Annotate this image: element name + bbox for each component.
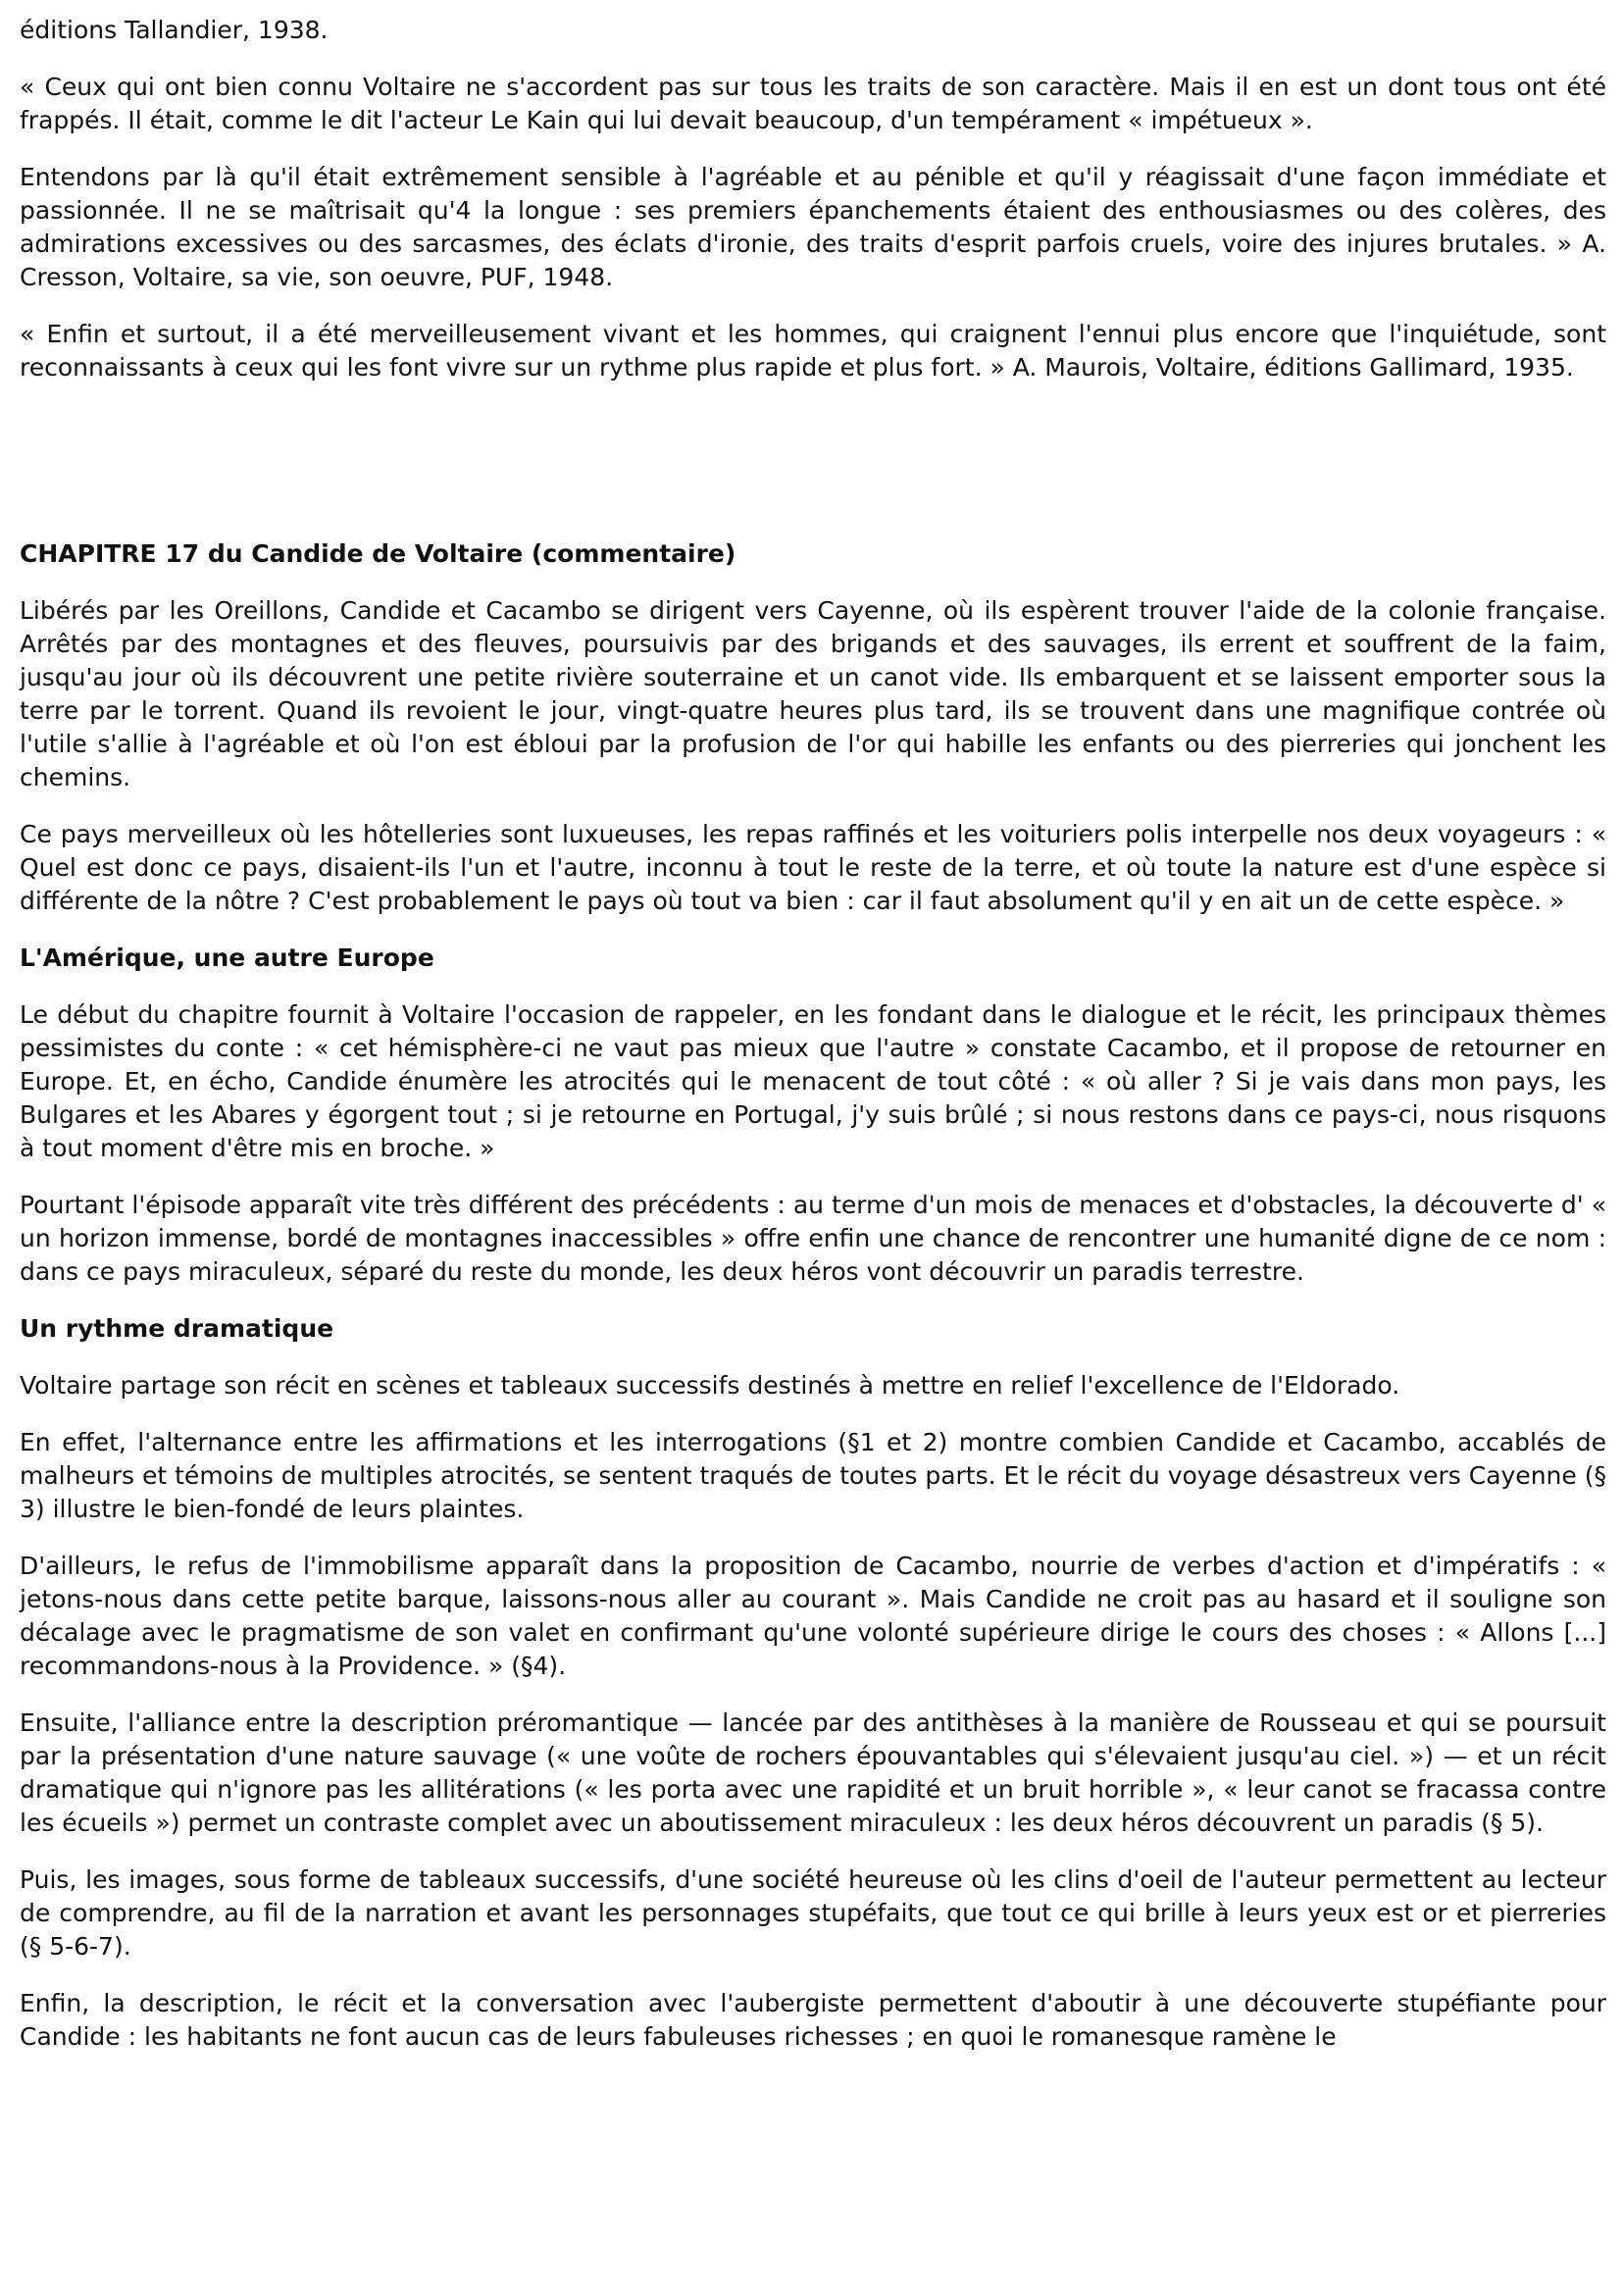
document-page [20,14,1606,2054]
quote-cresson-part1: « Ceux qui ont bien connu Voltaire ne s'accordent pas sur tous les traits de son caractère. Mais il en est un dont tous ont été frappés. Il était, comme le dit l'acteur Le Kain qui lui devait beaucoup, d'un tempérament « impétueux ». [20,73,1606,134]
intro-paragraph-1: Libérés par les Oreillons, Candide et Cacambo se dirigent vers Cayenne, où ils espèrent trouver l'aide de la colonie française. Arrêtés par des montagnes et des fleuves, poursuivis par des brigands et des sauvages, ils errent et souffrent de la faim, jusqu'au jour où ils découvrent une petite rivière souterraine et un canot vide. Ils embarquent et se laissent emporter sous la terre par le torrent. Quand ils revoient le jour, vingt-quatre heures plus tard, ils se trouvent dans une magnifique contrée où l'utile s'allie à l'agréable et où l'on est ébloui par la profusion de l'or qui habille les enfants ou des pierreries qui jonchent les chemins. [20,596,1606,791]
chapter-title [20,537,1606,571]
intro-paragraph-2: Ce pays merveilleux où les hôtelleries sont luxueuses, les repas raffinés et les voituriers polis interpelle nos deux voyageurs : « Quel est donc ce pays, disaient-ils l'un et l'autre, inconnu à tout le reste de la terre, et où toute la nature est d'une espèce si différente de la nôtre ? C'est probablement le pays où tout va bien : car il faut absolument qu'il y en ait un de cette espèce. » [20,820,1606,915]
source-line: éditions Tallandier, 1938. [20,16,329,44]
section2-paragraph-2: En effet, l'alternance entre les affirmations et les interrogations (§1 et 2) montre combien Candide et Cacambo, accablés de malheurs et témoins de multiples atrocités, se sentent traqués de toutes parts. Et le récit du voyage désastreux vers Cayenne (§ 3) illustre le bien-fondé de leurs plaintes. [20,1428,1606,1523]
section2-paragraph-6: Enfin, la description, le récit et la conversation avec l'aubergiste permettent d'aboutir à une découverte stupéfiante pour Candide : les habitants ne font aucun cas de leurs fabuleuses richesses ; en quoi le romanesque ramène le [20,1989,1606,2051]
quote-maurois: « Enfin et surtout, il a été merveilleusement vivant et les hommes, qui craignent l'ennui plus encore que l'inquiétude, sont reconnaissants à ceux qui les font vivre sur un rythme plus rapide et plus fort. » A. Maurois, Voltaire, éditions Gallimard, 1935. [20,320,1606,382]
section2-paragraph-3: D'ailleurs, le refus de l'immobilisme apparaît dans la proposition de Cacambo, nourrie de verbes d'action et d'impératifs : « jetons-nous dans cette petite barque, laissons-nous aller au courant ». Mais Candide ne croit pas au hasard et il souligne son décalage avec le pragmatisme de son valet en confirmant qu'une volonté supérieure dirige le cours des choses : « Allons [...] recommandons-nous à la Providence. » (§4). [20,1552,1606,1680]
section1-paragraph-2: Pourtant l'épisode apparaît vite très différent des précédents : au terme d'un mois de menaces et d'obstacles, la découverte d' « un horizon immense, bordé de montagnes inaccessibles » offre enfin une chance de rencontrer une humanité digne de ce nom : dans ce pays miraculeux, séparé du reste du monde, les deux héros vont découvrir un paradis terrestre. [20,1191,1606,1286]
section2-paragraph-1: Voltaire partage son récit en scènes et tableaux successifs destinés à mettre en relief l'excellence de l'Eldorado. [20,1371,1400,1400]
section2-paragraph-5: Puis, les images, sous forme de tableaux successifs, d'une société heureuse où les clins d'oeil de l'auteur permettent au lecteur de comprendre, au fil de la narration et avant les personnages stupéfaits, que tout ce qui brille à leurs yeux est or et pierreries (§ 5-6-7). [20,1865,1606,1961]
section-heading-america: L'Amérique, une autre Europe [20,943,434,972]
section2-paragraph-4: Ensuite, l'alliance entre la description préromantique — lancée par des antithèses à la manière de Rousseau et qui se poursuit par la présentation d'une nature sauvage (« une voûte de rochers épouvantables qui s'élevaient jusqu'au ciel. ») — et un récit dramatique qui n'ignore pas les allitérations (« les porta avec une rapidité et un bruit horrible », « leur canot se fracassa contre les écueils ») permet un contraste complet avec un aboutissement miraculeux : les deux héros découvrent un paradis (§ 5). [20,1708,1606,1837]
chapter-title-number: CHAPITRE 17 [20,539,200,568]
section-heading-rhythm: Un rythme dramatique [20,1314,334,1343]
chapter-title-subject: du Candide de Voltaire (commentaire) [199,539,736,568]
quote-cresson-part2: Entendons par là qu'il était extrêmement sensible à l'agréable et au pénible et qu'il y réagissait d'une façon immédiate et passionnée. Il ne se maîtrisait qu'4 la longue : ses premiers épanchements étaient des enthousiasmes ou des colères, des admirations excessives ou des sarcasmes, des éclats d'ironie, des traits d'esprit parfois cruels, voire des injures brutales. » A. Cresson, Voltaire, sa vie, son oeuvre, PUF, 1948. [20,163,1606,291]
section1-paragraph-1: Le début du chapitre fournit à Voltaire l'occasion de rappeler, en les fondant dans le dialogue et le récit, les principaux thèmes pessimistes du conte : « cet hémisphère-ci ne vaut pas mieux que l'autre » constate Cacambo, et il propose de retourner en Europe. Et, en écho, Candide énumère les atrocités qui le menacent de tout côté : « où aller ? Si je vais dans mon pays, les Bulgares et les Abares y égorgent tout ; si je retourne en Portugal, j'y suis brûlé ; si nous restons dans ce pays-ci, nous risquons à tout moment d'être mis en broche. » [20,1000,1606,1162]
